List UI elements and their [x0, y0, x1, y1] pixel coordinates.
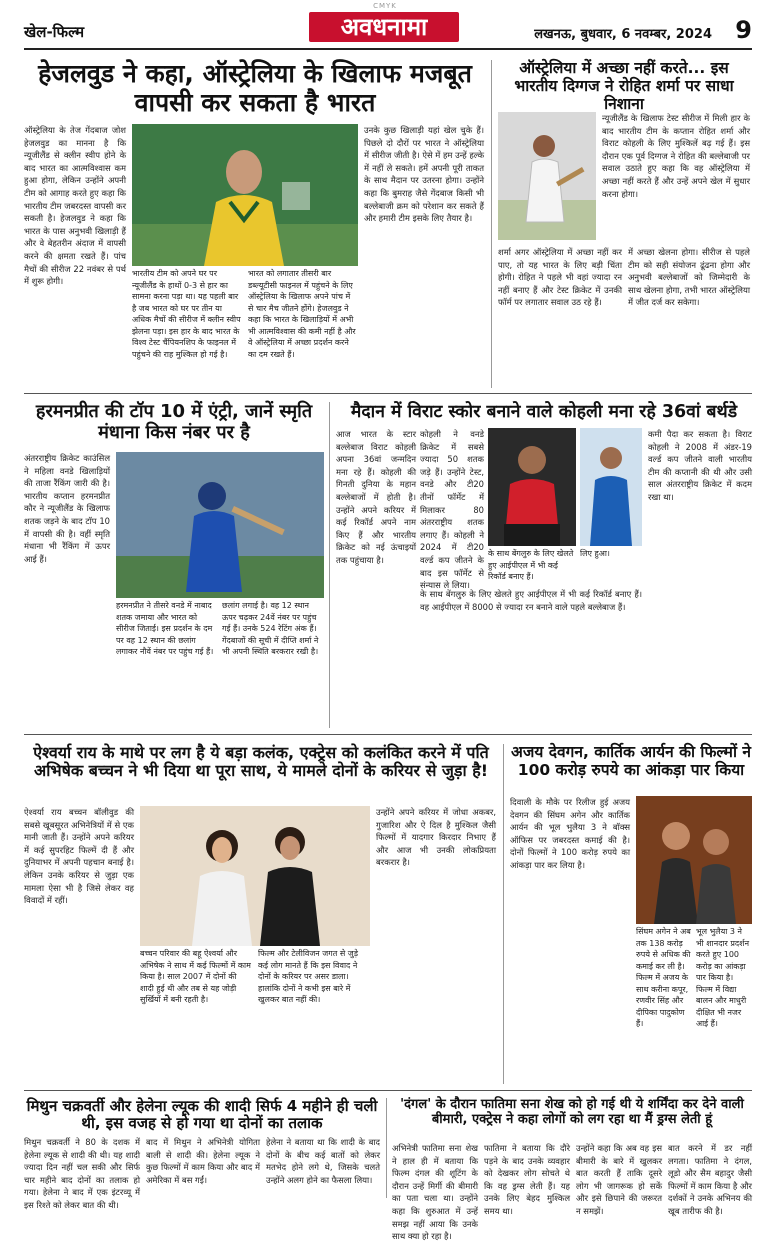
- column-divider: [503, 744, 504, 1084]
- date-line: लखनऊ, बुधवार, 6 नवम्बर, 2024: [534, 27, 712, 42]
- kohli-photo-caption-1: के साथ बेंगलुरु के लिए खेलते हुए आईपीएल में भी कई रिकॉर्ड बनाए हैं।: [488, 549, 574, 581]
- story-aishwarya-headline: ऐश्वर्या राय के माथे पर लग है ये बड़ा कलंक, एक्ट्रेस को कलंकित करने में पति अभिषेक बच्चन ने भी दिया था पूरा साथ, ये मामले दोनों के करियर से जुड़ा है!: [33, 743, 489, 781]
- section-divider: [24, 1090, 752, 1091]
- story-boxoffice-col2: सिंघम अगेन ने अब तक 138 करोड़ रुपये से अधिक की कमाई कर ली है। फिल्म में अजय के साथ करीना कपूर, रणवीर सिंह और दीपिका पादुकोण हैं।: [636, 927, 691, 1028]
- story-rohit-col1: न्यूजीलैंड के खिलाफ टेस्ट सीरीज में मिली हार के बाद भारतीय टीम के कप्तान रोहित शर्मा और विराट कोहली के लिए मुश्किलें बढ़ गई हैं। इस दौरान एक पूर्व दिग्गज ने रोहित की बल्लेबाजी पर सवाल उठाते हुए कहा कि वह ऑस्ट्रेलिया में अच्छा नहीं करते हैं और उन्हें अपने खेल में सुधार करना होगा।: [602, 113, 750, 199]
- kohli-photo-caption-2: लिए हुआ।: [580, 549, 610, 558]
- column-divider: [386, 1098, 387, 1198]
- masthead: [24, 10, 752, 50]
- story-aishwarya-col4: उन्होंने अपने करियर में जोधा अकबर, गुजारिश और ऐ दिल है मुश्किल जैसी फिल्मों में यादगार किरदार निभाए हैं और आज भी उनकी लोकप्रियता बरकरार है।: [376, 807, 496, 868]
- story-kohli-col2: कोहली ने वनडे क्रिकेट में सबसे ज्यादा 50 शतक जड़े हैं। उन्होंने टेस्ट, वनडे और टी20 तीनों फॉर्मेट में मिलाकर 80 अंतरराष्ट्रीय शतक लगाए हैं। कोहली ने 2024 में टी20 वर्ल्ड कप जीतने के बाद इस फॉर्मेट से संन्यास ले लिया।: [420, 429, 484, 591]
- story-hazlewood-col1: ऑस्ट्रेलिया के तेज गेंदबाज जोश हेजलवुड का मानना है कि न्यूजीलैंड से क्लीन स्वीप होने के बाद भारत का आत्मविश्वास कम हुआ होगा, लेकिन उन्होंने अपनी टीम को आगाह करते हुए कहा कि भारतीय टीम जबरदस्त वापसी कर सकती है। हेजलवुड ने कहा कि भारत के पास अनुभवी खिलाड़ी हैं और वे बेहतरीन अंदाज में वापसी करने की क्षमता रखते हैं। पांच मैचों की सीरीज 22 नवंबर से पर्थ में शुरू होगी।: [24, 125, 126, 287]
- column-divider: [491, 60, 492, 388]
- story-boxoffice-col1: दिवाली के मौके पर रिलीज हुई अजय देवगन की सिंघम अगेन और कार्तिक आर्यन की भूल भुलैया 3 ने बॉक्स ऑफिस पर जबरदस्त कमाई की है। दोनों फिल्मों ने 100 करोड़ रुपये का आंकड़ा पार कर लिया है।: [510, 797, 630, 870]
- story-mithun-col1: मिथुन चक्रवर्ती ने 80 के दशक में हेलेना ल्यूक से शादी की थी। यह शादी ज्यादा दिन नहीं चल सकी और सिर्फ चार महीने बाद दोनों का तलाक हो गया। हेलेना ने बाद में एक इंटरव्यू में इस रिश्ते को लेकर बात की थी।: [24, 1137, 140, 1210]
- story-kohli-col3: के साथ बेंगलुरु के लिए खेलते हुए आईपीएल में भी कई रिकॉर्ड बनाए हैं। वह आईपीएल में 8000 से ज्यादा रन बनाने वाले पहले बल्लेबाज हैं।: [420, 589, 642, 612]
- singham-again-poster: [636, 796, 752, 924]
- story-aishwarya-col1: ऐश्वर्या राय बच्चन बॉलीवुड की सबसे खूबसूरत अभिनेत्रियों में से एक मानी जाती हैं। उन्होंने अपने करियर में कई सुपरहिट फिल्में दी हैं और दुनियाभर में अपनी पहचान बनाई है। लेकिन उनके करियर से जुड़ा एक मामला ऐसा भी है जिसे लेकर वह विवादों में रहीं।: [24, 807, 134, 906]
- story-hazlewood-col2: भारतीय टीम को अपने घर पर न्यूजीलैंड के हाथों 0-3 से हार का सामना करना पड़ा था। यह पहली बार है जब भारत को घर पर तीन या अधिक मैचों की सीरीज में क्लीन स्वीप झेलना पड़ा। इस हार के बाद भारत के विश्व टेस्ट चैंपियनशिप के फाइनल में पहुंचने की राह मुश्किल हो गई है।: [132, 269, 241, 359]
- story-fatima-col4: बात करने में डर नहीं लगता। फातिमा ने दंगल, लूडो और सैम बहादुर जैसी फिल्मों में काम किया है और दर्शकों ने उनके अभिनय की खूब तारीफ की है।: [668, 1143, 752, 1216]
- story-rohit-headline: ऑस्ट्रेलिया में अच्छा नहीं करते... इस भारतीय दिग्गज ने रोहित शर्मा पर साधा निशाना: [514, 59, 734, 113]
- column-divider: [329, 402, 330, 728]
- story-harmanpreet-col1: अंतरराष्ट्रीय क्रिकेट काउंसिल ने महिला वनडे खिलाड़ियों की ताजा रैंकिंग जारी की है। भारतीय कप्तान हरमनप्रीत कौर ने न्यूजीलैंड के खिलाफ शतक जड़ने के बाद टॉप 10 में वापसी की है। वहीं स्मृति मंधाना भी रैंकिंग में ऊपर आई हैं।: [24, 453, 110, 564]
- story-hazlewood-col4: उनके कुछ खिलाड़ी यहां खेल चुके हैं। पिछले दो दौरों पर भारत ने ऑस्ट्रेलिया में सीरीज जीती है। ऐसे में हम उन्हें हल्के में नहीं ले सकते। हमें अपनी पूरी ताकत के साथ मैदान पर उतरना होगा। उन्होंने कहा कि बुमराह जैसे गेंदबाज किसी भी बल्लेबाजी क्रम को परेशान कर सकते हैं और हमारी टीम इसके लिए तैयार है।: [364, 125, 484, 224]
- kohli-rcb-photo: [488, 428, 576, 546]
- story-hazlewood-headline: हेजलवुड ने कहा, ऑस्ट्रेलिया के खिलाफ मजबूत वापसी कर सकता है भारत: [38, 59, 472, 117]
- story-mithun-col2: बाद में मिथुन ने अभिनेत्री योगिता बाली से शादी की। हेलेना ल्यूक ने कुछ फिल्मों में काम किया और बाद में अमेरिका में बस गईं।: [146, 1137, 260, 1185]
- section-name: खेल-फिल्म: [24, 23, 85, 41]
- story-fatima-col3: उन्होंने कहा कि अब वह इस बीमारी के बारे में खुलकर बात करती हैं ताकि दूसरे लोग भी जागरूक हो सकें और इसे छिपाने की जरूरत न समझें।: [576, 1143, 662, 1216]
- story-aishwarya-col2: बच्चन परिवार की बहू ऐश्वर्या और अभिषेक ने साथ में कई फिल्मों में काम किया है। साल 2007 में दोनों की शादी हुई थी और तब से यह जोड़ी सुर्खियों में बनी रहती है।: [140, 949, 251, 1004]
- story-harmanpreet-col2: हरमनप्रीत ने तीसरे वनडे में नाबाद शतक जमाया और भारत को सीरीज जिताई। इस प्रदर्शन के दम पर वह 12 स्थान की छलांग लगाकर नौवें नंबर पर पहुंच गई हैं।: [116, 601, 214, 656]
- story-fatima-col1: अभिनेत्री फातिमा सना शेख ने हाल ही में बताया कि फिल्म दंगल की शूटिंग के दौरान उन्हें मिर्गी की बीमारी का पता चला था। उन्होंने कहा कि शुरुआत में उन्हें समझ नहीं आया कि उनके साथ क्या हो रहा है।: [392, 1143, 478, 1242]
- story-mithun-headline: मिथुन चक्रवर्ती और हेलेना ल्यूक की शादी सिर्फ 4 महीने ही चली थी, इस वजह से हो गया था दोनों का तलाक: [26, 1097, 378, 1133]
- hazlewood-photo: [132, 124, 358, 266]
- aishwarya-abhishek-photo: [140, 806, 370, 946]
- story-fatima-headline: 'दंगल' के दौरान फातिमा सना शेख को हो गई थी ये शर्मिंदा कर देने वाली बीमारी, एक्ट्रेस ने कहा लोगों को लग रहा था मैं ड्रग्स लेती हूं: [400, 1097, 744, 1127]
- story-harmanpreet-headline: हरमनप्रीत की टॉप 10 में एंट्री, जानें स्मृति मंधाना किस नंबर पर है: [35, 401, 313, 443]
- page-number: 9: [735, 16, 752, 44]
- story-boxoffice-headline: अजय देवगन, कार्तिक आर्यन की फिल्मों ने 100 करोड़ रुपये का आंकड़ा पार किया: [511, 743, 751, 779]
- story-aishwarya-col3: फिल्म और टेलीविजन जगत से जुड़े कई लोग मानते हैं कि इस विवाद ने दोनों के करियर पर असर डाला। हालांकि दोनों ने कभी इस बारे में खुलकर बात नहीं की।: [258, 949, 359, 1004]
- story-kohli-headline: मैदान में विराट स्कोर बनाने वाले कोहली मना रहे 36वां बर्थडे: [350, 402, 738, 422]
- story-rohit-col2: शर्मा अगर ऑस्ट्रेलिया में अच्छा नहीं कर पाए, तो यह भारत के लिए बड़ी चिंता होगी। रोहित ने पहले भी वहां ज्यादा रन नहीं बनाए हैं और टेस्ट क्रिकेट में उनकी फॉर्म पर लगातार सवाल उठ रहे हैं।: [498, 247, 622, 308]
- story-harmanpreet-col3: छलांग लगाई है। वह 12 स्थान ऊपर चढ़कर 24वें नंबर पर पहुंच गई हैं। उनके 524 रेटिंग अंक हैं। गेंदबाजों की सूची में दीप्ति शर्मा ने भी अपनी स्थिति बरकरार रखी है।: [222, 601, 319, 656]
- rohit-photo: [498, 112, 596, 240]
- story-rohit-col3: में अच्छा खेलना होगा। सीरीज से पहले टीम को सही संयोजन ढूंढना होगा और अनुभवी बल्लेबाजों को जिम्मेदारी के साथ खेलना होगा, तभी भारत ऑस्ट्रेलिया में जीत दर्ज कर सकेगा।: [628, 247, 751, 308]
- story-kohli-col4: कमी पैदा कर सकता है। विराट कोहली ने 2008 में अंडर-19 वर्ल्ड कप जीतने वाली भारतीय टीम की कप्तानी की थी और उसी साल अंतरराष्ट्रीय क्रिकेट में कदम रखा था।: [648, 429, 752, 502]
- cmyk-mark: CMYK: [373, 2, 397, 10]
- harmanpreet-photo: [116, 452, 324, 598]
- newspaper-logo: अवधनामा: [309, 12, 459, 42]
- section-divider: [24, 734, 752, 735]
- section-divider: [24, 393, 752, 394]
- story-hazlewood-col3: भारत को लगातार तीसरी बार डब्ल्यूटीसी फाइनल में पहुंचने के लिए ऑस्ट्रेलिया के खिलाफ अपने पांच में से चार मैच जीतने होंगे। हेजलवुड ने कहा कि भारत के खिलाड़ियों में अभी भी आत्मविश्वास की कमी नहीं है और वे ऑस्ट्रेलिया में अच्छा प्रदर्शन करने का दम रखते हैं।: [248, 269, 356, 359]
- story-kohli-col1: आज भारत के स्टार बल्लेबाज विराट कोहली अपना 36वां जन्मदिन मना रहे हैं। कोहली की गिनती दुनिया के महान बल्लेबाजों में होती है। उन्होंने अपने करियर में कई रिकॉर्ड अपने नाम किए हैं और भारतीय क्रिकेट को नई ऊंचाइयों तक पहुंचाया है।: [336, 429, 416, 565]
- story-mithun-col3: हेलेना ने बताया था कि शादी के बाद दोनों के बीच कई बातों को लेकर मतभेद होने लगे थे, जिसके चलते उन्होंने अलग होने का फैसला लिया।: [266, 1137, 380, 1185]
- kohli-india-photo: [580, 428, 642, 546]
- story-boxoffice-col3: भूल भुलैया 3 ने भी शानदार प्रदर्शन करते हुए 100 करोड़ का आंकड़ा पार किया है। फिल्म में विद्या बालन और माधुरी दीक्षित भी नजर आई हैं।: [696, 927, 750, 1028]
- story-fatima-col2: फातिमा ने बताया कि दौरे पड़ने के बाद उनके व्यवहार को देखकर लोग सोचते थे कि वह ड्रग्स लेती हैं। यह उनके लिए बेहद मुश्किल समय था।: [484, 1143, 570, 1216]
